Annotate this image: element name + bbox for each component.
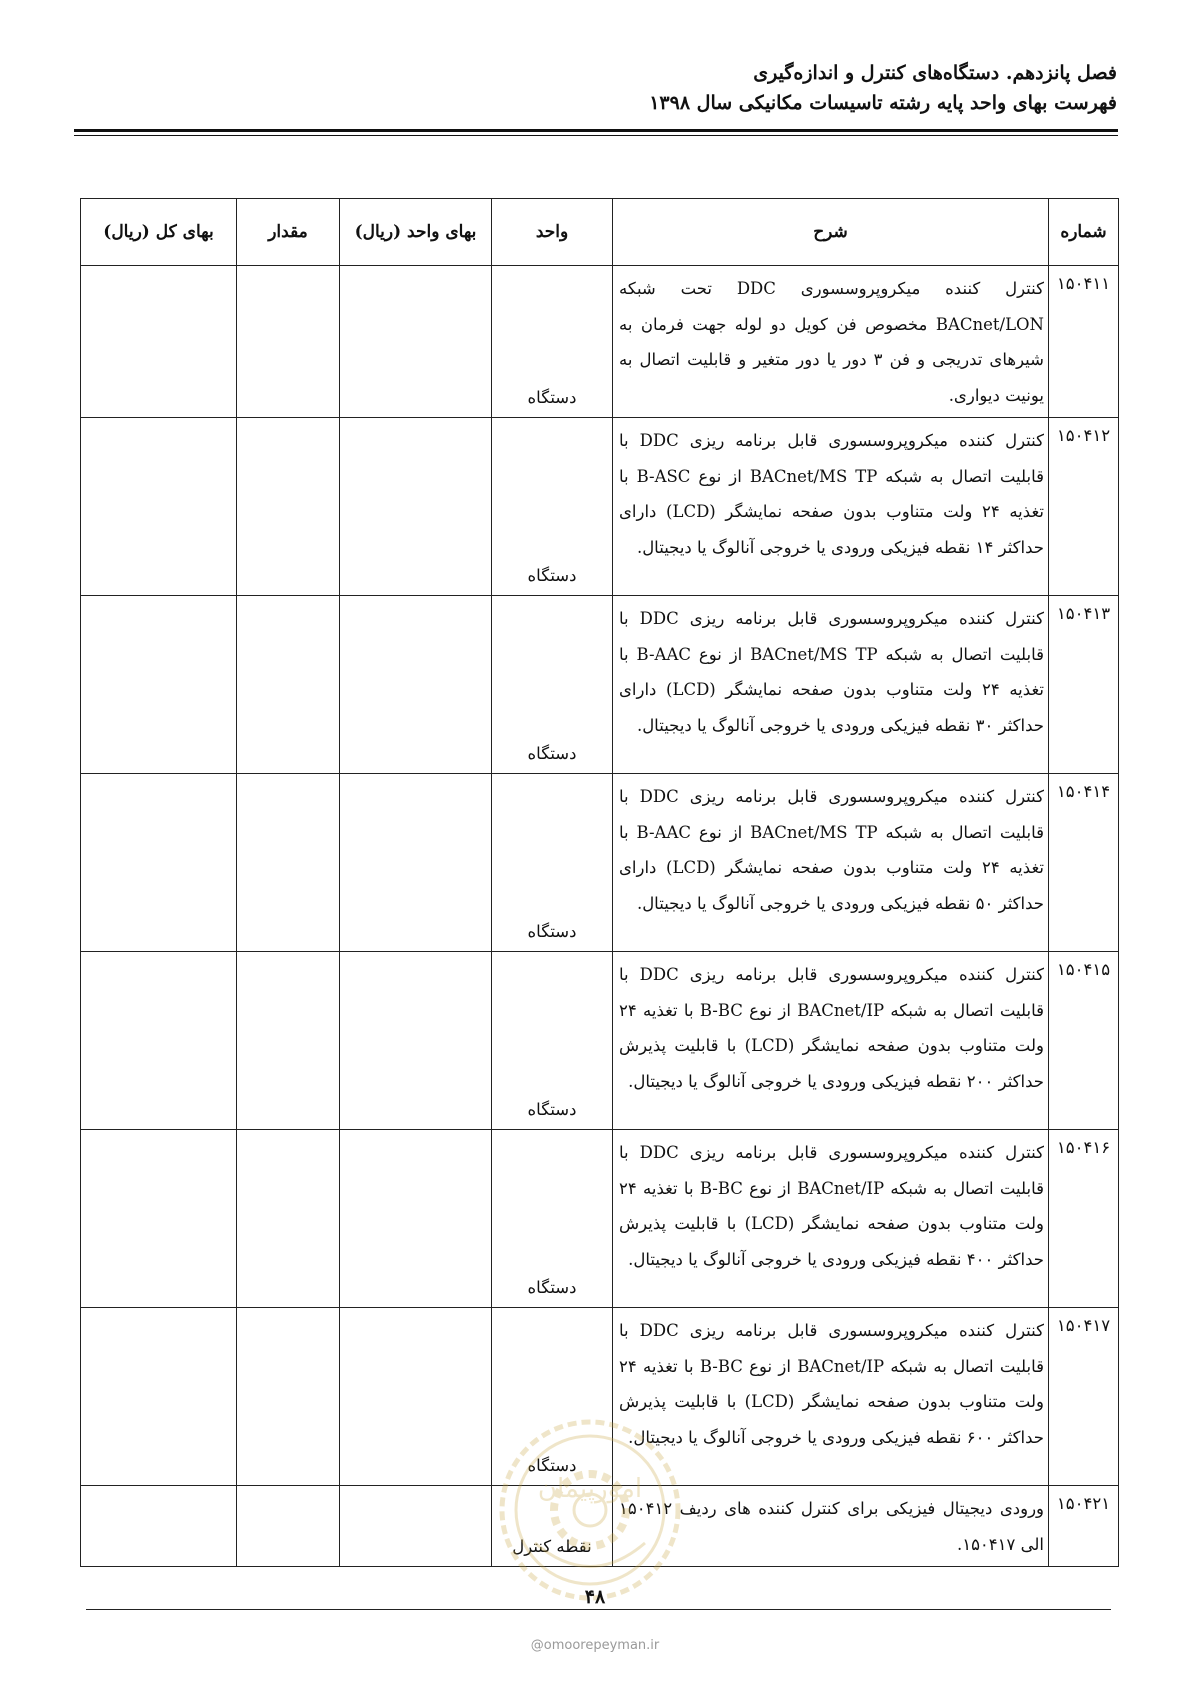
- row-unit: دستگاه: [492, 1308, 613, 1486]
- watermark-seal-icon: [495, 1415, 685, 1605]
- row-qty: [237, 596, 340, 774]
- row-unit-price: [340, 1308, 492, 1486]
- watermark-site: @omoorepeyman.ir: [530, 1638, 660, 1653]
- row-code: ۱۵۰۴۱۱: [1049, 266, 1119, 418]
- table-row: [81, 774, 1119, 952]
- chapter-title: فصل پانزدهم. دستگاه‌های کنترل و اندازه‌گیری: [753, 62, 1117, 84]
- page-number: ۴۸: [584, 1586, 606, 1608]
- row-unit-price: [340, 596, 492, 774]
- row-unit: دستگاه: [492, 774, 613, 952]
- row-total: [81, 418, 237, 596]
- header-rule-thick: [74, 129, 1118, 132]
- row-qty: [237, 952, 340, 1130]
- seal-text: امورپیمان: [537, 1474, 643, 1504]
- col-header-desc: شرح: [613, 199, 1049, 266]
- row-total: [81, 596, 237, 774]
- row-unit: دستگاه: [492, 266, 613, 418]
- row-total: [81, 774, 237, 952]
- row-code: ۱۵۰۴۱۴: [1049, 774, 1119, 952]
- row-code: ۱۵۰۴۱۳: [1049, 596, 1119, 774]
- row-qty: [237, 1486, 340, 1567]
- row-description: کنترل کننده میکروپروسسوری قابل برنامه ریزی DDC با قابلیت اتصال به شبکه BACnet/MS TP از نوع B-AAC با تغذیه ۲۴ ولت متناوب بدون صفحه نمایشگر (LCD) دارای حداکثر ۵۰ نقطه فیزیکی ورودی یا خروجی آنالوگ یا دیجیتال.: [613, 774, 1049, 952]
- row-description: کنترل کننده میکروپروسسوری قابل برنامه ریزی DDC با قابلیت اتصال به شبکه BACnet/IP از نوع B-BC با تغذیه ۲۴ ولت متناوب بدون صفحه نمایشگر (LCD) با قابلیت پذیرش حداکثر ۲۰۰ نقطه فیزیکی ورودی یا خروجی آنالوگ یا دیجیتال.: [613, 952, 1049, 1130]
- row-unit: دستگاه: [492, 596, 613, 774]
- row-total: [81, 1130, 237, 1308]
- table-row: [81, 266, 1119, 418]
- row-description: کنترل کننده میکروپروسسوری قابل برنامه ریزی DDC با قابلیت اتصال به شبکه BACnet/MS TP از نوع B-AAC با تغذیه ۲۴ ولت متناوب بدون صفحه نمایشگر (LCD) دارای حداکثر ۳۰ نقطه فیزیکی ورودی یا خروجی آنالوگ یا دیجیتال.: [613, 596, 1049, 774]
- table-row: [81, 596, 1119, 774]
- page-header: [75, 58, 1117, 118]
- row-qty: [237, 1130, 340, 1308]
- row-unit-price: [340, 774, 492, 952]
- table-row: [81, 1130, 1119, 1308]
- col-header-qty: مقدار: [237, 199, 340, 266]
- row-code: ۱۵۰۴۱۵: [1049, 952, 1119, 1130]
- row-qty: [237, 774, 340, 952]
- table-row: [81, 952, 1119, 1130]
- col-header-unit: واحد: [492, 199, 613, 266]
- row-code: ۱۵۰۴۱۲: [1049, 418, 1119, 596]
- row-description: کنترل کننده میکروپروسسوری قابل برنامه ریزی DDC با قابلیت اتصال به شبکه BACnet/IP از نوع B-BC با تغذیه ۲۴ ولت متناوب بدون صفحه نمایشگر (LCD) با قابلیت پذیرش حداکثر ۶۰۰ نقطه فیزیکی ورودی یا خروجی آنالوگ یا دیجیتال.: [613, 1308, 1049, 1486]
- row-description: کنترل کننده میکروپروسسوری قابل برنامه ریزی DDC با قابلیت اتصال به شبکه BACnet/MS TP از نوع B-ASC با تغذیه ۲۴ ولت متناوب بدون صفحه نمایشگر (LCD) دارای حداکثر ۱۴ نقطه فیزیکی ورودی یا خروجی آنالوگ یا دیجیتال.: [613, 418, 1049, 596]
- row-description: کنترل کننده میکروپروسسوری DDC تحت شبکه BACnet/LON مخصوص فن کویل دو لوله جهت فرمان به شیرهای تدریجی و فن ۳ دور یا دور متغیر و قابلیت اتصال به یونیت دیواری.: [613, 266, 1049, 418]
- row-unit: دستگاه: [492, 418, 613, 596]
- col-header-code: شماره: [1049, 199, 1119, 266]
- row-unit-price: [340, 418, 492, 596]
- table-row: [81, 418, 1119, 596]
- row-qty: [237, 266, 340, 418]
- row-unit-price: [340, 1486, 492, 1567]
- row-code: ۱۵۰۴۱۷: [1049, 1308, 1119, 1486]
- row-qty: [237, 418, 340, 596]
- row-total: [81, 952, 237, 1130]
- col-header-unit-price: بهای واحد (ریال): [340, 199, 492, 266]
- row-unit-price: [340, 266, 492, 418]
- row-unit: نقطه کنترل: [492, 1486, 613, 1567]
- col-header-total: بهای کل (ریال): [81, 199, 237, 266]
- row-unit: دستگاه: [492, 952, 613, 1130]
- catalog-title: فهرست بهای واحد پایه رشته تاسیسات مکانیکی سال ۱۳۹۸: [649, 92, 1117, 114]
- row-code: ۱۵۰۴۱۶: [1049, 1130, 1119, 1308]
- table-header-row: [81, 199, 1119, 266]
- footer-rule: [86, 1609, 1111, 1610]
- header-rule-thin: [74, 135, 1118, 136]
- row-description: کنترل کننده میکروپروسسوری قابل برنامه ریزی DDC با قابلیت اتصال به شبکه BACnet/IP از نوع B-BC با تغذیه ۲۴ ولت متناوب بدون صفحه نمایشگر (LCD) با قابلیت پذیرش حداکثر ۴۰۰ نقطه فیزیکی ورودی یا خروجی آنالوگ یا دیجیتال.: [613, 1130, 1049, 1308]
- row-total: [81, 266, 237, 418]
- row-unit-price: [340, 952, 492, 1130]
- row-description: ورودی دیجیتال فیزیکی برای کنترل کننده های ردیف ۱۵۰۴۱۲ الی ۱۵۰۴۱۷.: [613, 1486, 1049, 1567]
- row-qty: [237, 1308, 340, 1486]
- row-code: ۱۵۰۴۲۱: [1049, 1486, 1119, 1567]
- row-unit-price: [340, 1130, 492, 1308]
- row-total: [81, 1486, 237, 1567]
- row-total: [81, 1308, 237, 1486]
- row-unit: دستگاه: [492, 1130, 613, 1308]
- price-table: [80, 198, 1119, 1567]
